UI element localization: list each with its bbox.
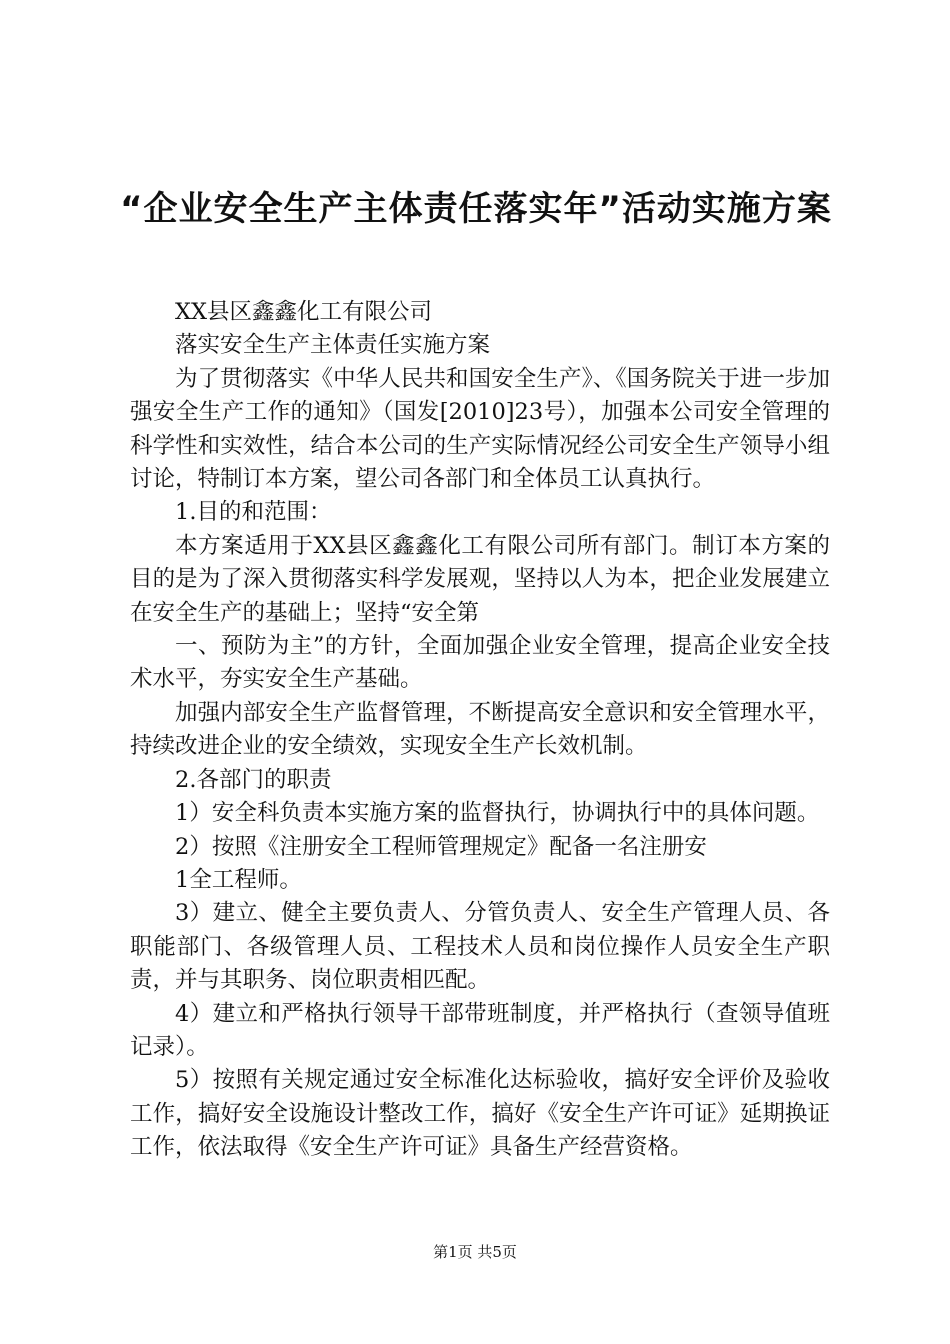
company-name-paragraph: XX县区鑫鑫化工有限公司 [175,299,433,325]
page-footer: 第1页 共5页 [433,1243,517,1261]
duty-item-2: 2）按照《注册安全工程师管理规定》配备一名注册安 [175,833,707,860]
intro-paragraph: 为了贯彻落实《中华人民共和国安全生产》、《国务院关于进一步加强安全生产工作的通知》（国发[2010]23号），加强本公司安全管理的科学性和实效性，结合本公司的生产实际情况经公司安全生产领导小组讨论，特制订本方案，望公司各部门和全体员工认真执行。 [130,365,830,493]
document-title: “企业安全生产主体责任落实年”活动实施方案 [120,189,832,229]
duty-item-5: 5）按照有关规定通过安全标准化达标验收，搞好安全评价及验收工作，搞好安全设施设计整改工作，搞好《安全生产许可证》延期换证工作，依法取得《安全生产许可证》具备生产经营资格。 [130,1067,830,1161]
policy-paragraph: 一、预防为主”的方针，全面加强企业安全管理，提高企业安全技术水平，夯实安全生产基础。 [130,633,830,693]
plan-subtitle-paragraph: 落实安全生产主体责任实施方案 [175,332,491,359]
section-heading-duties: 2.各部门的职责 [175,766,332,793]
duty-item-1: 1）安全科负责本实施方案的监督执行，协调执行中的具体问题。 [175,800,820,827]
supervision-paragraph: 加强内部安全生产监督管理，不断提高安全意识和安全管理水平，持续改进企业的安全绩效，实现安全生产长效机制。 [130,699,830,760]
duty-item-4: 4）建立和严格执行领导干部带班制度，并严格执行（查领导值班记录）。 [130,1000,830,1060]
document-body [130,296,830,1165]
scope-paragraph: 本方案适用于XX县区鑫鑫化工有限公司所有部门。制订本方案的目的是为了深入贯彻落实科学发展观，坚持以人为本，把企业发展建立在安全生产的基础上；坚持“安全第 [130,532,830,626]
section-heading-purpose: 1.目的和范围： [175,499,332,526]
duty-item-2-continued: 1全工程师。 [175,866,302,893]
duty-item-3: 3）建立、健全主要负责人、分管负责人、安全生产管理人员、各职能部门、各级管理人员、工程技术人员和岗位操作人员安全生产职责，并与其职务、岗位职责相匹配。 [130,900,830,994]
